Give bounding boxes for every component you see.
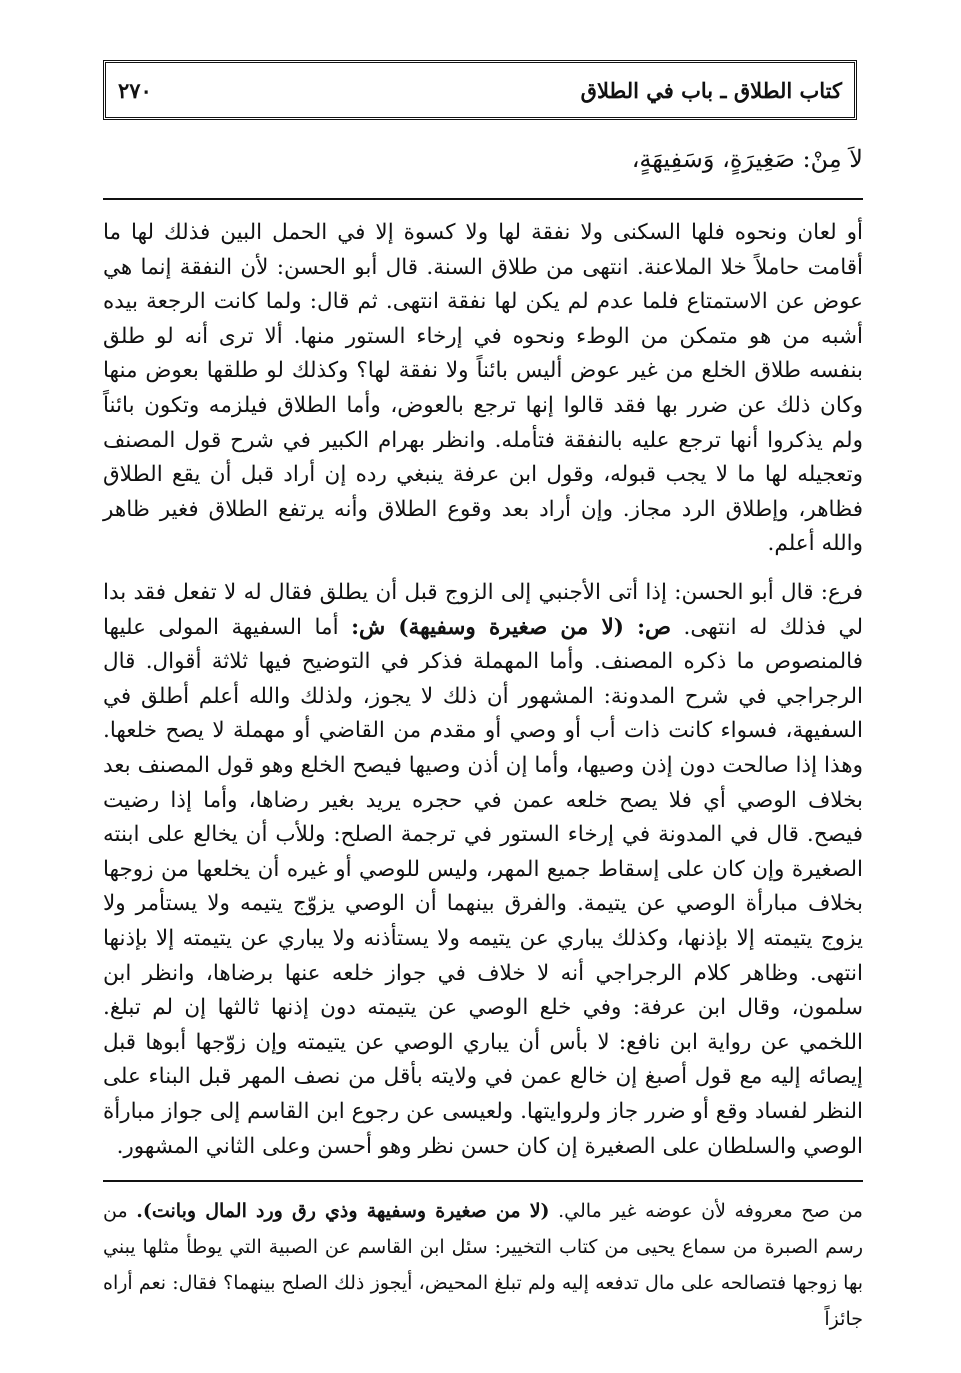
footnote-body [103,1193,863,1337]
paragraph-text-a: فرع: قال أبو الحسن: إذا أتى الأجنبي إلى الزوج قبل أن يطلق فقال له لا تفعل فقد بدا لي فذلك له انتهى. [103,580,864,640]
top-divider [103,198,863,200]
page-number: ٢٧٠ [118,77,152,103]
footnote-bold-quote: (لا من صغيرة وسفيهة وذي رق ورد المال وبانت). [136,1200,550,1222]
footnote-text-b: من رسم الصبرة من سماع يحيى من كتاب التخيير: سئل ابن القاسم عن الصبية التي يوطأ مثلها يبني بها زوجها فتصالحه على مال تدفعه إليه ولم تبلغ المحيض، أيجوز ذلك الصلح بينهما؟ فقال: نعم أراه جائزاً [103,1200,863,1330]
matn-text [103,141,863,177]
footnote-divider [103,1180,863,1182]
paragraph-body [103,576,863,1164]
footnote-block [103,1193,863,1337]
paragraph-text: أو لعان ونحوه فلها السكنى ولا نفقة لها ولا كسوة إلا في الحمل البين فذلك لها ما أقامت حاملاً خلا الملاعنة. انتهى من طلاق السنة. قال أبو الحسن: لأن النفقة إنما هي عوض عن الاستمتاع فلما عدم لم يكن لها نفقة انتهى. ثم قال: ولما كانت الرجعة بيده أشبه من هو متمكن من الوطء ونحوه في إرخاء الستور منها. ألا ترى أنه لو طلق بنفسه طلاق الخلع من غير عوض أليس بائناً ولا نفقة لها؟ وكذلك لو طلقها بعوض منها وكان ذلك عن ضرر بها فقد قالوا إنها ترجع بالعوض، وأما الطلاق فيلزمه وتكون بائناً ولم يذكروا أنها ترجع عليه بالنفقة فتأمله. وانظر بهرام الكبير في شرح قول المصنف وتعجيله لها ما لا يجب قبوله، وقول ابن عرفة ينبغي رده إن أراد قبل أن يقع الطلاق فظاهر، وإطلاق الرد مجاز. وإن أراد بعد وقوع الطلاق وأنه يرتفع الطلاق فغير ظاهر والله أعلم. [103,220,863,557]
header-content [118,63,842,117]
page-header [103,60,857,120]
running-title: كتاب الطلاق ـ باب في الطلاق [580,77,842,103]
commentary-paragraph-2 [103,576,863,1164]
matn-line: لاَ مِنْ: صَغِيرَةٍ، وَسَفِيهَةٍ، [631,145,863,173]
paragraph-text-b: أما السفيهة المولى عليها فالمنصوص ما ذكره المصنف. وأما المهملة فذكر في التوضيح فيها ثلاثة أقوال. قال الرجراجي في شرح المدونة: المشهور أن ذلك لا يجوز، ولذلك والله أعلم أطلق في السفيهة، فسواء كانت ذات أب أو وصي أو مقدم من القاضي أو مهملة لا يصح خلعها. وهذا إذا صالحت دون إذن وصيها، وأما إن أذن وصيها فيصح الخلع وهو قول المصنف بعد بخلاف الوصي أي فلا يصح خلعه عمن في حجره يريد بغير رضاها، وأما إذا رضيت فيصح. قال في المدونة في إرخاء الستور في ترجمة الصلح: وللأب أن يخالع على ابنته الصغيرة وإن كان على إسقاط جميع المهر، وليس للوصي أو غيره أن يخلعها من زوجها بخلاف مبارأة الوصي عن يتيمة. والفرق بينهما أن الوصي يزوّج يتيمه ولا يستأمر ولا يزوج يتيمته إلا بإذنها، وكذلك يباري عن يتيمه ولا يستأذنه ولا يباري عن يتيمته إلا بإذنها انتهى. وظاهر كلام الرجراجي أنه لا خلاف في جواز خلعه عنها برضاها، وانظر ابن سلمون، وقال ابن عرفة: وفي خلع الوصي عن يتيمته دون إذنها ثالثها إن لم تبلغ. اللخمي عن رواية ابن نافع: لا بأس أن يباري الوصي عن يتيمته وإن زوّجها أبوها قبل إيصائه إليه مع قول أصبغ إن خالع عمن في ولايته بأقل من نصف المهر قبل البناء على النظر لفساد وقع أو ضرر جاز ولروايتها. ولعيسى عن رجوع ابن القاسم إلى جواز مبارأة الوصي والسلطان على الصغيرة إن كان حسن نظر وهو أحسن وعلى الثاني المشهور. [103,614,863,1159]
footnote-text-a: من صح معروفه لأن عوضه غير مالي. [549,1200,863,1222]
commentary-paragraph-1 [103,216,863,562]
matn-quote-label: ص: (لا من صغيرة وسفيهة) ش: [351,614,672,640]
